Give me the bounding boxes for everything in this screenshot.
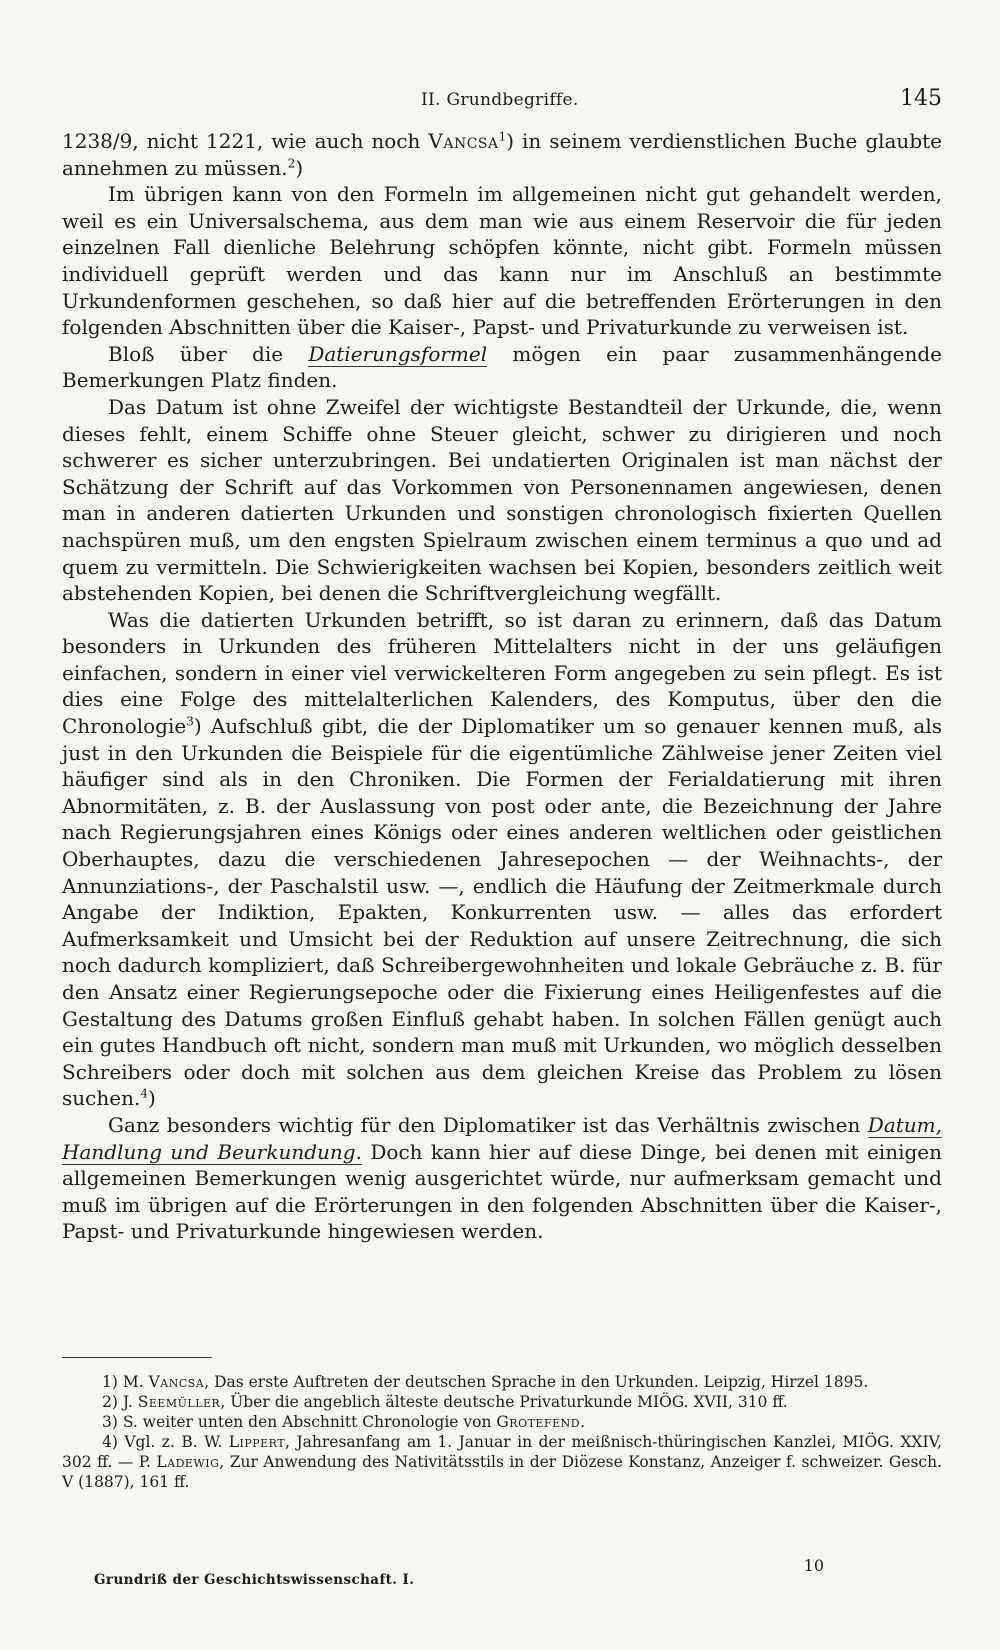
page-footer xyxy=(62,1556,942,1606)
text-run: Was die datierten Urkunden betrifft, so ist daran zu erinnern, daß das Datum besonders in Urkunden des früheren Mittelalters nicht in der uns geläufigen einfachen, sondern in einer viel verwickelteren Form angegeben zu sein pflegt. Es ist dies eine Folge des mittelalterlichen Kalenders, des Komputus, über den die Chronologie xyxy=(62,607,942,739)
text-run: ) xyxy=(147,1086,156,1111)
text-run: 3) S. weiter unten den Abschnitt Chronologie von xyxy=(102,1413,497,1431)
paragraph-4: Das Datum ist ohne Zweifel der wichtigste Bestandteil der Urkunde, die, wenn dieses fehlt, einem Schiffe ohne Steuer gleicht, schwer zu dirigieren und noch schwerer es sicher unterzubringen. Bei undatierten Originalen ist man nächst der Schätzung der Schrift auf das Vorkommen von Personennamen angewiesen, denen man in anderen datierten Urkunden und sonstigen chronologisch fixierten Quellen nachspüren muß, um den engsten Spielraum zwischen einem terminus a quo und ad quem zu vermitteln. Die Schwierigkeiten wachsen bei Kopien, besonders zeitlich weit abstehenden Kopien, bei denen die Schriftvergleichung wegfällt. xyxy=(62,394,942,606)
footnote-ref-1: 1 xyxy=(498,129,507,144)
text-run: Ganz besonders wichtig für den Diplomatiker ist das Verhältnis zwischen xyxy=(108,1112,868,1137)
text-run: , Jahresanfang am 1. Januar in der meißnisch-thüringischen Kanzlei, MIÖG. XXIV, 302 ff. — P. xyxy=(62,1433,942,1471)
footnote-3 xyxy=(62,1412,942,1432)
text-run: . xyxy=(580,1413,585,1431)
footnote-ref-4: 4 xyxy=(140,1086,148,1101)
series-title: Grundriß der Geschichtswissenschaft. I. xyxy=(94,1572,415,1588)
footnote-2 xyxy=(62,1392,942,1412)
text-run: 4) Vgl. z. B. W. xyxy=(102,1433,229,1451)
author-name: Vancsa xyxy=(148,1373,205,1391)
footnote-ref-3: 3 xyxy=(186,714,194,729)
text-run: 1) M. xyxy=(102,1373,149,1391)
page-number: 145 xyxy=(900,86,942,111)
text-run: ) xyxy=(295,155,304,180)
running-head: II. Grundbegriffe. xyxy=(421,90,579,110)
footnote-1 xyxy=(62,1372,942,1392)
text-run: 1238/9, nicht 1221, wie auch noch xyxy=(62,129,429,153)
author-name: Lippert xyxy=(228,1433,286,1451)
underlined-term: Datierungsformel xyxy=(308,341,488,366)
text-run: Doch kann hier auf diese Dinge, bei denen mit einigen allgemeinen Bemerkungen wenig ausgerichtet würde, nur aufmerksam gemacht und muß im übrigen auf die Erörterungen in den folgenden Abschnitten über die Kaiser-, Papst- und Privaturkunde hingewiesen werden. xyxy=(62,1139,942,1244)
page-header xyxy=(62,84,942,118)
footnote-divider xyxy=(62,1357,212,1358)
text-run: ) Aufschluß gibt, die der Diplomatiker um so genauer kennen muß, als just in den Urkunden die Beispiele für die eigentümliche Zählweise jener Zeiten viel häufiger sind als in den Chroniken. Die Formen der Ferialdatierung mit ihren Abnormitäten, z. B. der Auslassung von post oder ante, die Bezeichnung der Jahre nach Regierungsjahren eines Königs oder eines anderen weltlichen oder geistlichen Oberhauptes, dazu die verschiedenen Jahresepochen — der Weihnachts-, der Annunziations-, der Paschalstil usw. —, endlich die Häufung der Zeitmerkmale durch Angabe der Indiktion, Epakten, Konkurrenten usw. — alles das erfordert Aufmerksamkeit und Umsicht bei der Reduktion auf unsere Zeitrechnung, die sich noch dadurch kompliziert, daß Schreibergewohnheiten und lokale Gebräuche z. B. für den Ansatz einer Regierungsepoche oder die Fixierung eines Heiligenfestes auf die Gestaltung des Datums großen Einfluß gehabt haben. In solchen Fällen genügt auch ein gutes Handbuch oft nicht, sondern man muß mit Urkunden, wo möglich desselben Schreibers oder doch mit solchen aus dem gleichen Kreise das Problem zu lösen suchen. xyxy=(62,714,942,1111)
text-run: 2) J. xyxy=(102,1393,138,1411)
author-name: Grotefend xyxy=(496,1413,581,1431)
text-run: , Das erste Auftreten der deutschen Sprache in den Urkunden. Leipzig, Hirzel 1895. xyxy=(204,1373,869,1391)
printer-signature: 10 xyxy=(803,1556,824,1575)
text-run: , Über die angeblich älteste deutsche Privaturkunde MIÖG. XVII, 310 ff. xyxy=(220,1393,788,1411)
footnotes xyxy=(62,1372,942,1492)
paragraph-3 xyxy=(62,341,942,394)
text-run: Bloß über die xyxy=(108,341,309,366)
footnote-ref-2: 2 xyxy=(287,155,296,170)
main-text xyxy=(62,128,942,1245)
footnote-4 xyxy=(62,1432,942,1492)
paragraph-6 xyxy=(62,1112,942,1245)
text-run: mögen ein paar zusammenhängende Bemerkungen Platz finden. xyxy=(62,341,943,393)
paragraph-1 xyxy=(62,128,942,181)
text-run: , Zur Anwendung des Nativitätsstils in der Diözese Konstanz, Anzeiger f. schweizer. Gesch. V (1887), 161 ff. xyxy=(62,1453,942,1491)
author-name: Vancsa xyxy=(428,129,499,153)
author-name: Ladewig xyxy=(156,1453,220,1471)
paragraph-2: Im übrigen kann von den Formeln im allgemeinen nicht gut gehandelt werden, weil es ein Universalschema, aus dem man wie aus einem Reservoir die für jeden einzelnen Fall dienliche Belehrung schöpfen könnte, nicht gibt. Formeln müssen individuell geprüft werden und das kann nur im Anschluß an bestimmte Urkundenformen geschehen, so daß hier auf die betreffenden Erörterungen in den folgenden Abschnitten über die Kaiser-, Papst- und Privaturkunde zu verweisen ist. xyxy=(62,182,942,340)
paragraph-5 xyxy=(62,607,942,1112)
text-run: ) in seinem verdienstlichen Buche glaubte annehmen zu müssen. xyxy=(62,129,942,180)
book-page xyxy=(62,0,942,1650)
author-name: Seemüller xyxy=(137,1393,221,1411)
underlined-term: Datum, Handlung und Beurkundung. xyxy=(62,1112,942,1164)
